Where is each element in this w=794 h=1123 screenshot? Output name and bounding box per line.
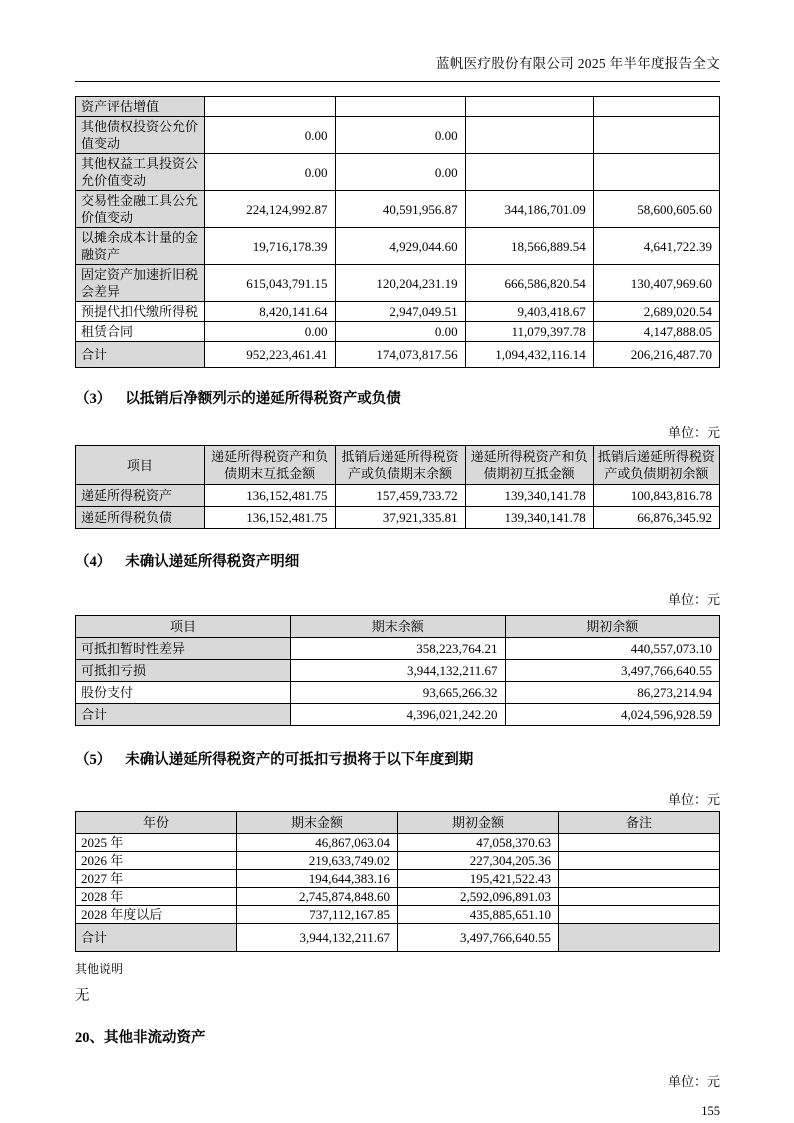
value-cell: 4,641,722.39 — [593, 228, 719, 265]
table-row — [76, 888, 720, 906]
section-heading-expiry — [75, 748, 720, 769]
value-cell: 3,944,132,211.67 — [237, 924, 398, 952]
value-cell: 206,216,487.70 — [593, 342, 719, 368]
table-header-row — [76, 446, 720, 485]
row-label: 预提代扣代缴所得税 — [76, 302, 205, 322]
value-cell — [593, 154, 719, 191]
table-header-row — [76, 812, 720, 834]
value-cell: 4,147,888.05 — [593, 322, 719, 342]
value-cell: 4,929,044.60 — [335, 228, 465, 265]
unit-label: 单位：元 — [667, 792, 720, 807]
column-header: 期末余额 — [291, 616, 505, 638]
value-cell: 0.00 — [335, 117, 465, 154]
row-label: 合计 — [76, 704, 291, 726]
value-cell: 0.00 — [204, 154, 335, 191]
column-header: 期初金额 — [398, 812, 559, 834]
section-heading-unrecognized — [75, 550, 720, 571]
document-header-title: 蓝帆医疗股份有限公司 2025 年半年度报告全文 — [436, 56, 720, 71]
row-label: 以摊余成本计量的金融资产 — [76, 228, 205, 265]
row-label: 递延所得税资产 — [76, 485, 205, 507]
value-cell: 139,340,141.78 — [465, 485, 593, 507]
row-label: 资产评估增值 — [76, 97, 205, 117]
unit-label: 单位：元 — [667, 592, 720, 607]
offset-net-table — [75, 445, 720, 529]
row-label: 交易性金融工具公允价值变动 — [76, 191, 205, 228]
column-header: 期初余额 — [505, 616, 719, 638]
row-label: 2025 年 — [76, 834, 237, 852]
value-cell: 194,644,383.16 — [237, 870, 398, 888]
column-header: 项目 — [76, 446, 205, 485]
table-row — [76, 870, 720, 888]
table-row — [76, 834, 720, 852]
value-cell: 8,420,141.64 — [204, 302, 335, 322]
section-title: 未确认递延所得税资产的可抵扣亏损将于以下年度到期 — [125, 752, 474, 768]
table-row — [76, 228, 720, 265]
value-cell: 666,586,820.54 — [465, 265, 593, 302]
row-label: 可抵扣暂时性差异 — [76, 638, 291, 660]
value-cell: 737,112,167.85 — [237, 906, 398, 924]
value-cell: 358,223,764.21 — [291, 638, 505, 660]
column-header: 年份 — [76, 812, 237, 834]
section-number: （4） — [75, 554, 112, 570]
value-cell: 0.00 — [335, 154, 465, 191]
table-row — [76, 97, 720, 117]
column-header: 项目 — [76, 616, 291, 638]
value-cell: 4,024,596,928.59 — [505, 704, 719, 726]
value-cell: 40,591,956.87 — [335, 191, 465, 228]
table-row — [76, 265, 720, 302]
remark-cell — [559, 924, 720, 952]
value-cell: 2,745,874,848.60 — [237, 888, 398, 906]
row-label: 递延所得税负债 — [76, 507, 205, 529]
value-cell: 0.00 — [204, 117, 335, 154]
value-cell: 224,124,992.87 — [204, 191, 335, 228]
row-label: 股份支付 — [76, 682, 291, 704]
value-cell — [593, 97, 719, 117]
row-label: 2027 年 — [76, 870, 237, 888]
table-total-row — [76, 924, 720, 952]
value-cell: 37,921,335.81 — [335, 507, 465, 529]
column-header: 期末金额 — [237, 812, 398, 834]
value-cell: 139,340,141.78 — [465, 507, 593, 529]
value-cell — [204, 97, 335, 117]
value-cell: 18,566,889.54 — [465, 228, 593, 265]
value-cell: 120,204,231.19 — [335, 265, 465, 302]
table-total-row — [76, 704, 720, 726]
table-total-row — [76, 342, 720, 368]
value-cell: 86,273,214.94 — [505, 682, 719, 704]
table-row — [76, 117, 720, 154]
value-cell: 136,152,481.75 — [204, 485, 335, 507]
value-cell: 174,073,817.56 — [335, 342, 465, 368]
value-cell: 2,592,096,891.03 — [398, 888, 559, 906]
section-title: 未确认递延所得税资产明细 — [125, 554, 300, 570]
row-label: 2028 年 — [76, 888, 237, 906]
value-cell: 58,600,605.60 — [593, 191, 719, 228]
value-cell: 1,094,432,116.14 — [465, 342, 593, 368]
value-cell: 435,885,651.10 — [398, 906, 559, 924]
value-cell: 0.00 — [335, 322, 465, 342]
column-header: 递延所得税资产和负债期初互抵金额 — [465, 446, 593, 485]
value-cell: 19,716,178.39 — [204, 228, 335, 265]
section-heading-offset-net — [75, 387, 720, 408]
value-cell: 227,304,205.36 — [398, 852, 559, 870]
row-label: 其他债权投资公允价值变动 — [76, 117, 205, 154]
value-cell — [335, 97, 465, 117]
value-cell: 440,557,073.10 — [505, 638, 719, 660]
value-cell: 2,947,049.51 — [335, 302, 465, 322]
value-cell: 46,867,063.04 — [237, 834, 398, 852]
value-cell: 11,079,397.78 — [465, 322, 593, 342]
section-number: （3） — [75, 391, 112, 407]
row-label: 合计 — [76, 342, 205, 368]
unit-label: 单位：元 — [667, 1074, 720, 1089]
value-cell: 3,944,132,211.67 — [291, 660, 505, 682]
row-label: 可抵扣亏损 — [76, 660, 291, 682]
row-label: 2028 年度以后 — [76, 906, 237, 924]
section-number: （5） — [75, 752, 112, 768]
remark-cell — [559, 834, 720, 852]
value-cell — [465, 97, 593, 117]
table-row — [76, 154, 720, 191]
value-cell: 3,497,766,640.55 — [505, 660, 719, 682]
value-cell: 2,689,020.54 — [593, 302, 719, 322]
row-label: 其他权益工具投资公允价值变动 — [76, 154, 205, 191]
column-header: 备注 — [559, 812, 720, 834]
table-header-row — [76, 616, 720, 638]
value-cell: 4,396,021,242.20 — [291, 704, 505, 726]
value-cell: 136,152,481.75 — [204, 507, 335, 529]
table-row — [76, 485, 720, 507]
value-cell — [465, 117, 593, 154]
remark-cell — [559, 906, 720, 924]
value-cell: 130,407,969.60 — [593, 265, 719, 302]
row-label: 2026 年 — [76, 852, 237, 870]
column-header: 抵销后递延所得税资产或负债期末余额 — [335, 446, 465, 485]
other-notes-label: 其他说明 — [75, 962, 124, 976]
row-label: 合计 — [76, 924, 237, 952]
table-row — [76, 191, 720, 228]
column-header: 递延所得税资产和负债期末互抵金额 — [204, 446, 335, 485]
row-label: 租赁合同 — [76, 322, 205, 342]
table-row — [76, 507, 720, 529]
unit-label: 单位：元 — [667, 425, 720, 440]
table-row — [76, 682, 720, 704]
table-row — [76, 906, 720, 924]
value-cell: 615,043,791.15 — [204, 265, 335, 302]
value-cell: 100,843,816.78 — [593, 485, 719, 507]
table-row — [76, 302, 720, 322]
value-cell — [593, 117, 719, 154]
value-cell: 47,058,370.63 — [398, 834, 559, 852]
loss-expiry-table — [75, 811, 720, 952]
unrecognized-deferred-tax-table — [75, 615, 720, 726]
column-header: 抵销后递延所得税资产或负债期初余额 — [593, 446, 719, 485]
value-cell: 93,665,266.32 — [291, 682, 505, 704]
row-label: 固定资产加速折旧税会差异 — [76, 265, 205, 302]
remark-cell — [559, 870, 720, 888]
table-row — [76, 852, 720, 870]
other-notes-value: 无 — [75, 988, 90, 1004]
page-number: 155 — [701, 1104, 720, 1118]
value-cell — [465, 154, 593, 191]
value-cell: 3,497,766,640.55 — [398, 924, 559, 952]
table-row — [76, 322, 720, 342]
table-row — [76, 638, 720, 660]
remark-cell — [559, 852, 720, 870]
section-title: 以抵销后净额列示的递延所得税资产或负债 — [125, 391, 401, 407]
header-rule — [75, 81, 720, 82]
deferred-tax-items-table — [75, 96, 720, 368]
value-cell: 66,876,345.92 — [593, 507, 719, 529]
value-cell: 344,186,701.09 — [465, 191, 593, 228]
value-cell: 952,223,461.41 — [204, 342, 335, 368]
value-cell: 157,459,733.72 — [335, 485, 465, 507]
value-cell: 0.00 — [204, 322, 335, 342]
value-cell: 219,633,749.02 — [237, 852, 398, 870]
value-cell: 9,403,418.67 — [465, 302, 593, 322]
remark-cell — [559, 888, 720, 906]
section-heading-other-noncurrent-assets: 20、其他非流动资产 — [75, 1030, 206, 1046]
table-row — [76, 660, 720, 682]
value-cell: 195,421,522.43 — [398, 870, 559, 888]
